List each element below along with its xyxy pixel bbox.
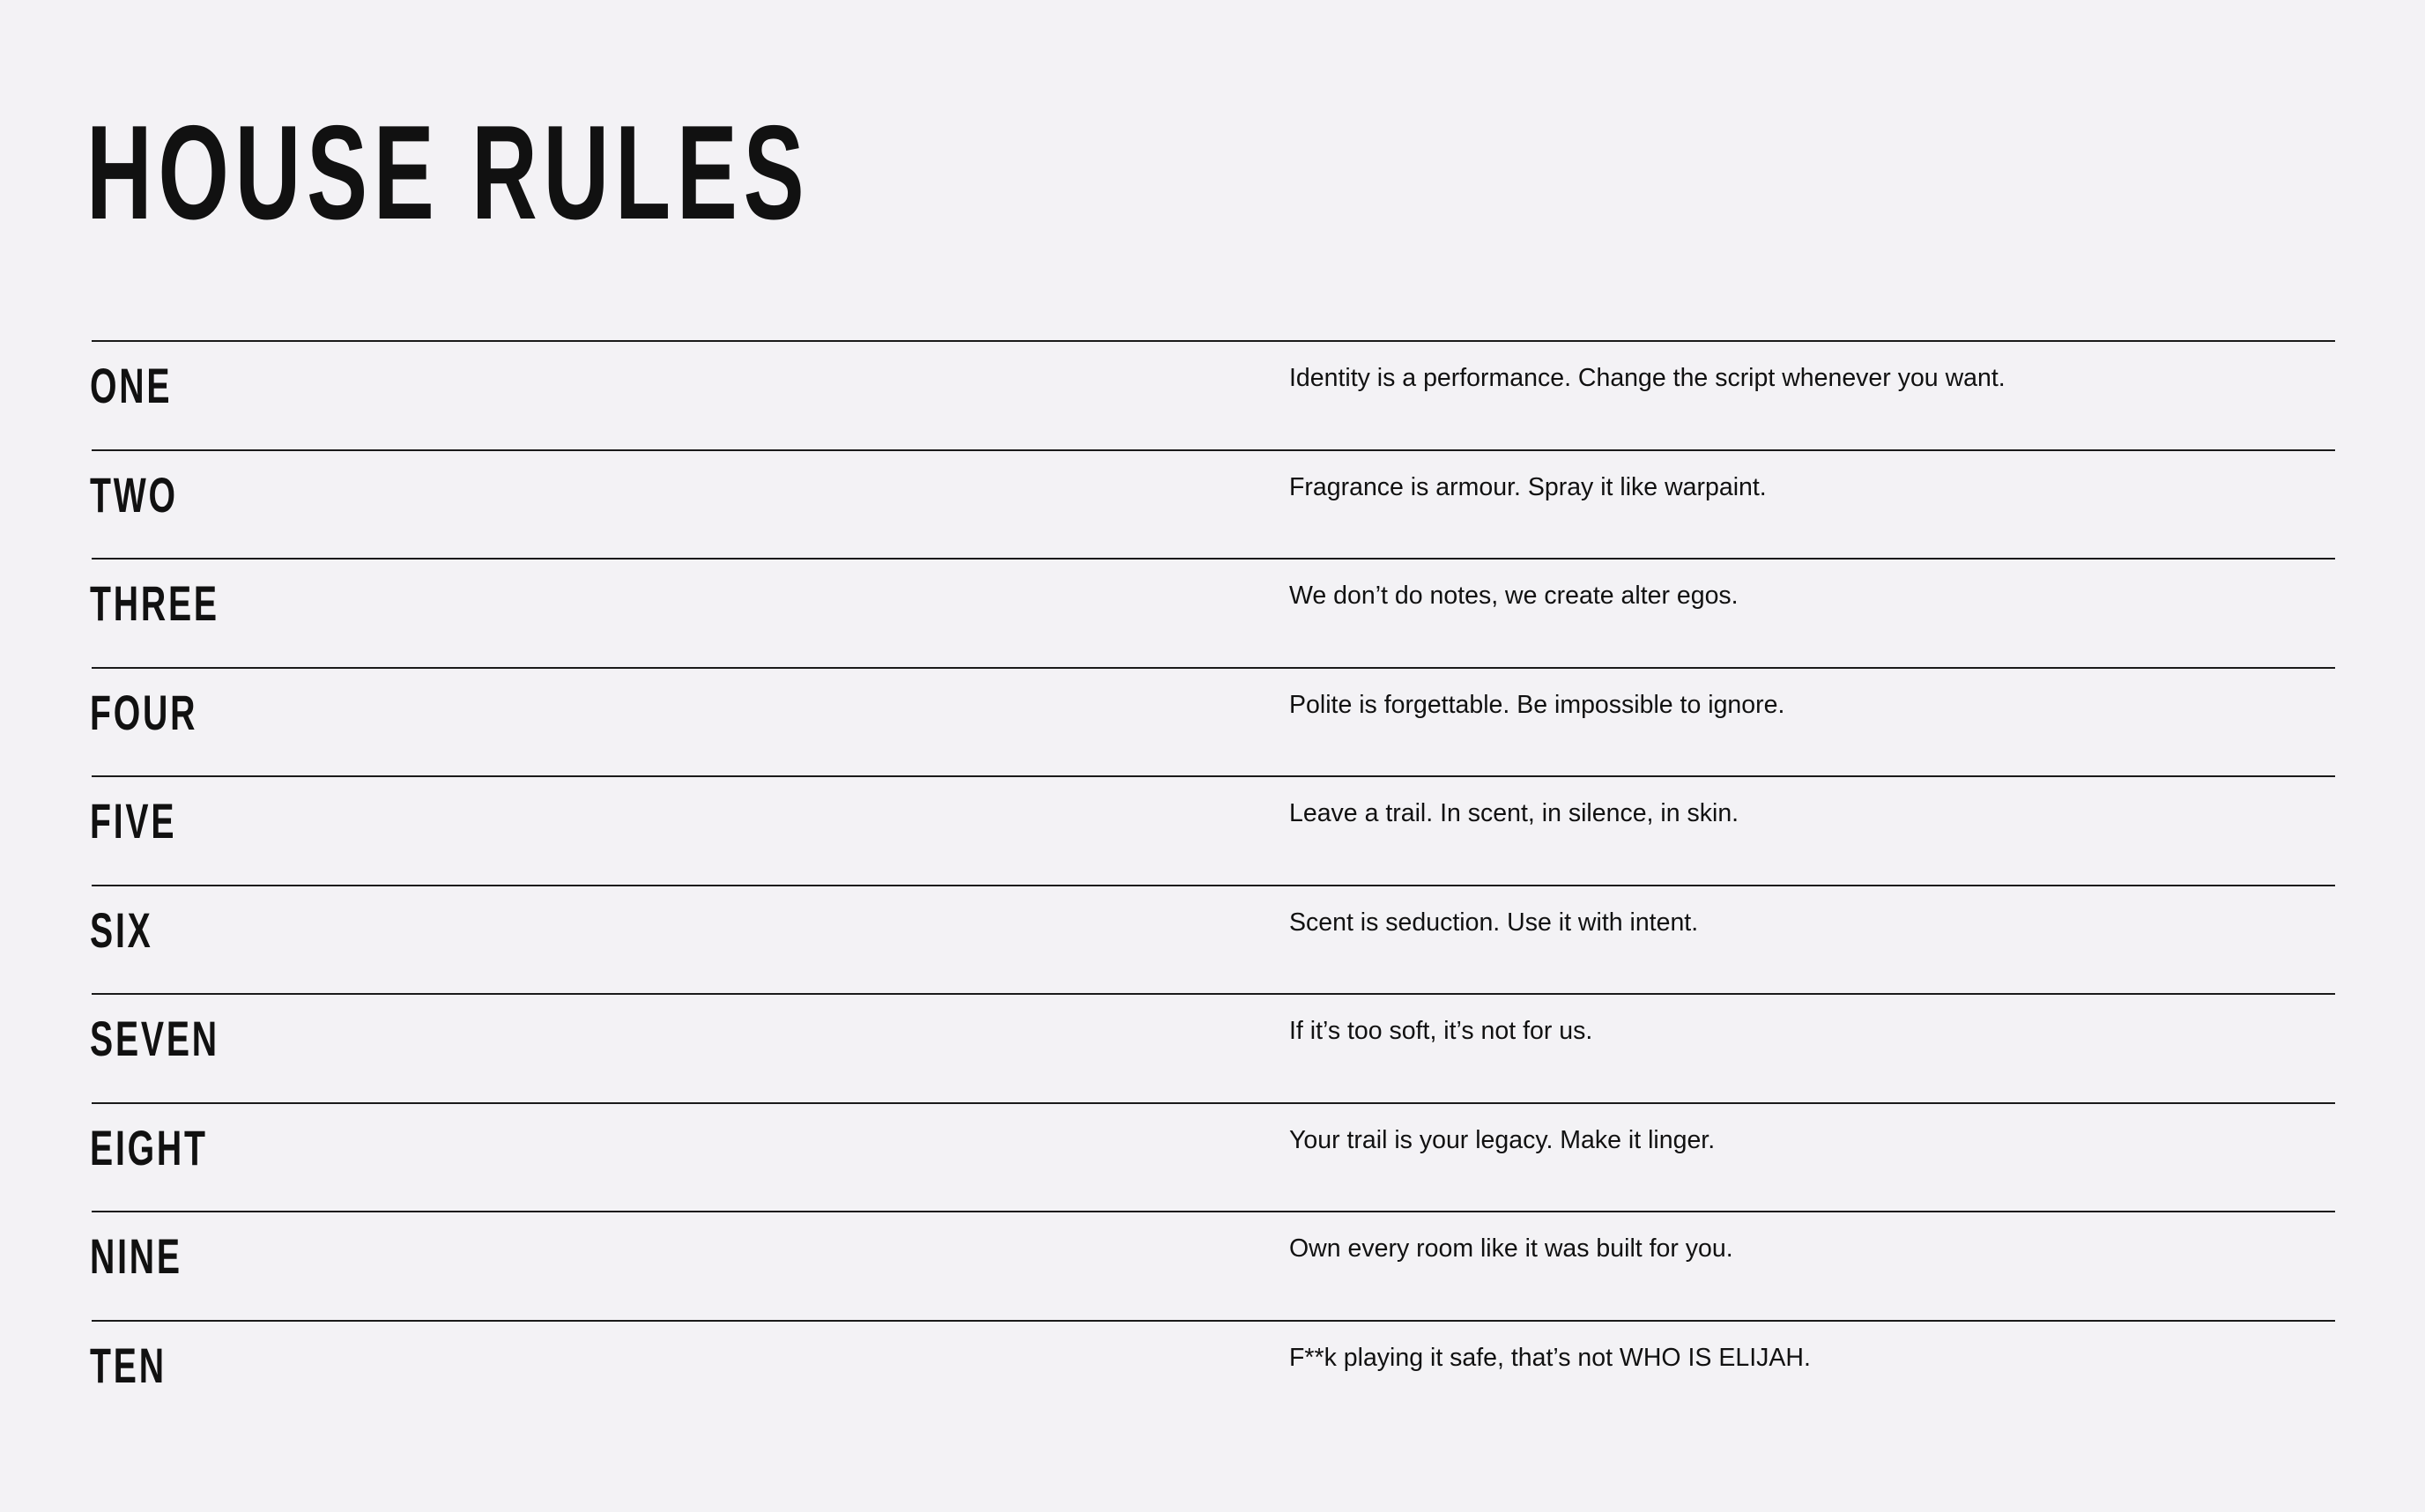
rule-row-four xyxy=(92,667,2335,776)
rule-number: EIGHT xyxy=(90,1119,208,1175)
rule-text: Own every room like it was built for you. xyxy=(1289,1234,1733,1263)
rule-number: NINE xyxy=(90,1228,182,1284)
rule-row-ten xyxy=(92,1320,2335,1429)
rule-number: THREE xyxy=(90,575,219,631)
rule-text: Scent is seduction. Use it with intent. xyxy=(1289,908,1699,937)
rule-row-nine xyxy=(92,1211,2335,1320)
rule-text: If it’s too soft, it’s not for us. xyxy=(1289,1017,1593,1045)
rule-number: TWO xyxy=(90,466,178,523)
rule-text: Leave a trail. In scent, in silence, in skin. xyxy=(1289,799,1739,827)
rules-list xyxy=(92,340,2335,1428)
rule-text: F**k playing it safe, that’s not WHO IS ELIJAH. xyxy=(1289,1343,1811,1372)
rule-number: SEVEN xyxy=(90,1011,219,1066)
rule-text: Your trail is your legacy. Make it linger. xyxy=(1289,1125,1716,1154)
rule-text: Polite is forgettable. Be impossible to ignore. xyxy=(1289,690,1785,719)
rule-row-two xyxy=(92,449,2335,559)
rule-row-eight xyxy=(92,1102,2335,1212)
rule-number: SIX xyxy=(90,901,153,958)
rule-number: ONE xyxy=(90,358,173,413)
rule-row-five xyxy=(92,775,2335,885)
rule-number: FOUR xyxy=(90,684,198,740)
rule-row-seven xyxy=(92,993,2335,1102)
rule-row-three xyxy=(92,558,2335,667)
rule-text: We don’t do notes, we create alter egos. xyxy=(1289,582,1739,610)
rule-row-one xyxy=(92,340,2335,449)
rule-row-six xyxy=(92,885,2335,994)
rule-text: Identity is a performance. Change the script whenever you want. xyxy=(1289,364,2006,392)
rule-number: TEN xyxy=(90,1337,167,1393)
page-title: HOUSE RULES xyxy=(86,98,811,248)
rule-number: FIVE xyxy=(90,793,177,849)
rule-text: Fragrance is armour. Spray it like warpaint. xyxy=(1289,472,1767,501)
